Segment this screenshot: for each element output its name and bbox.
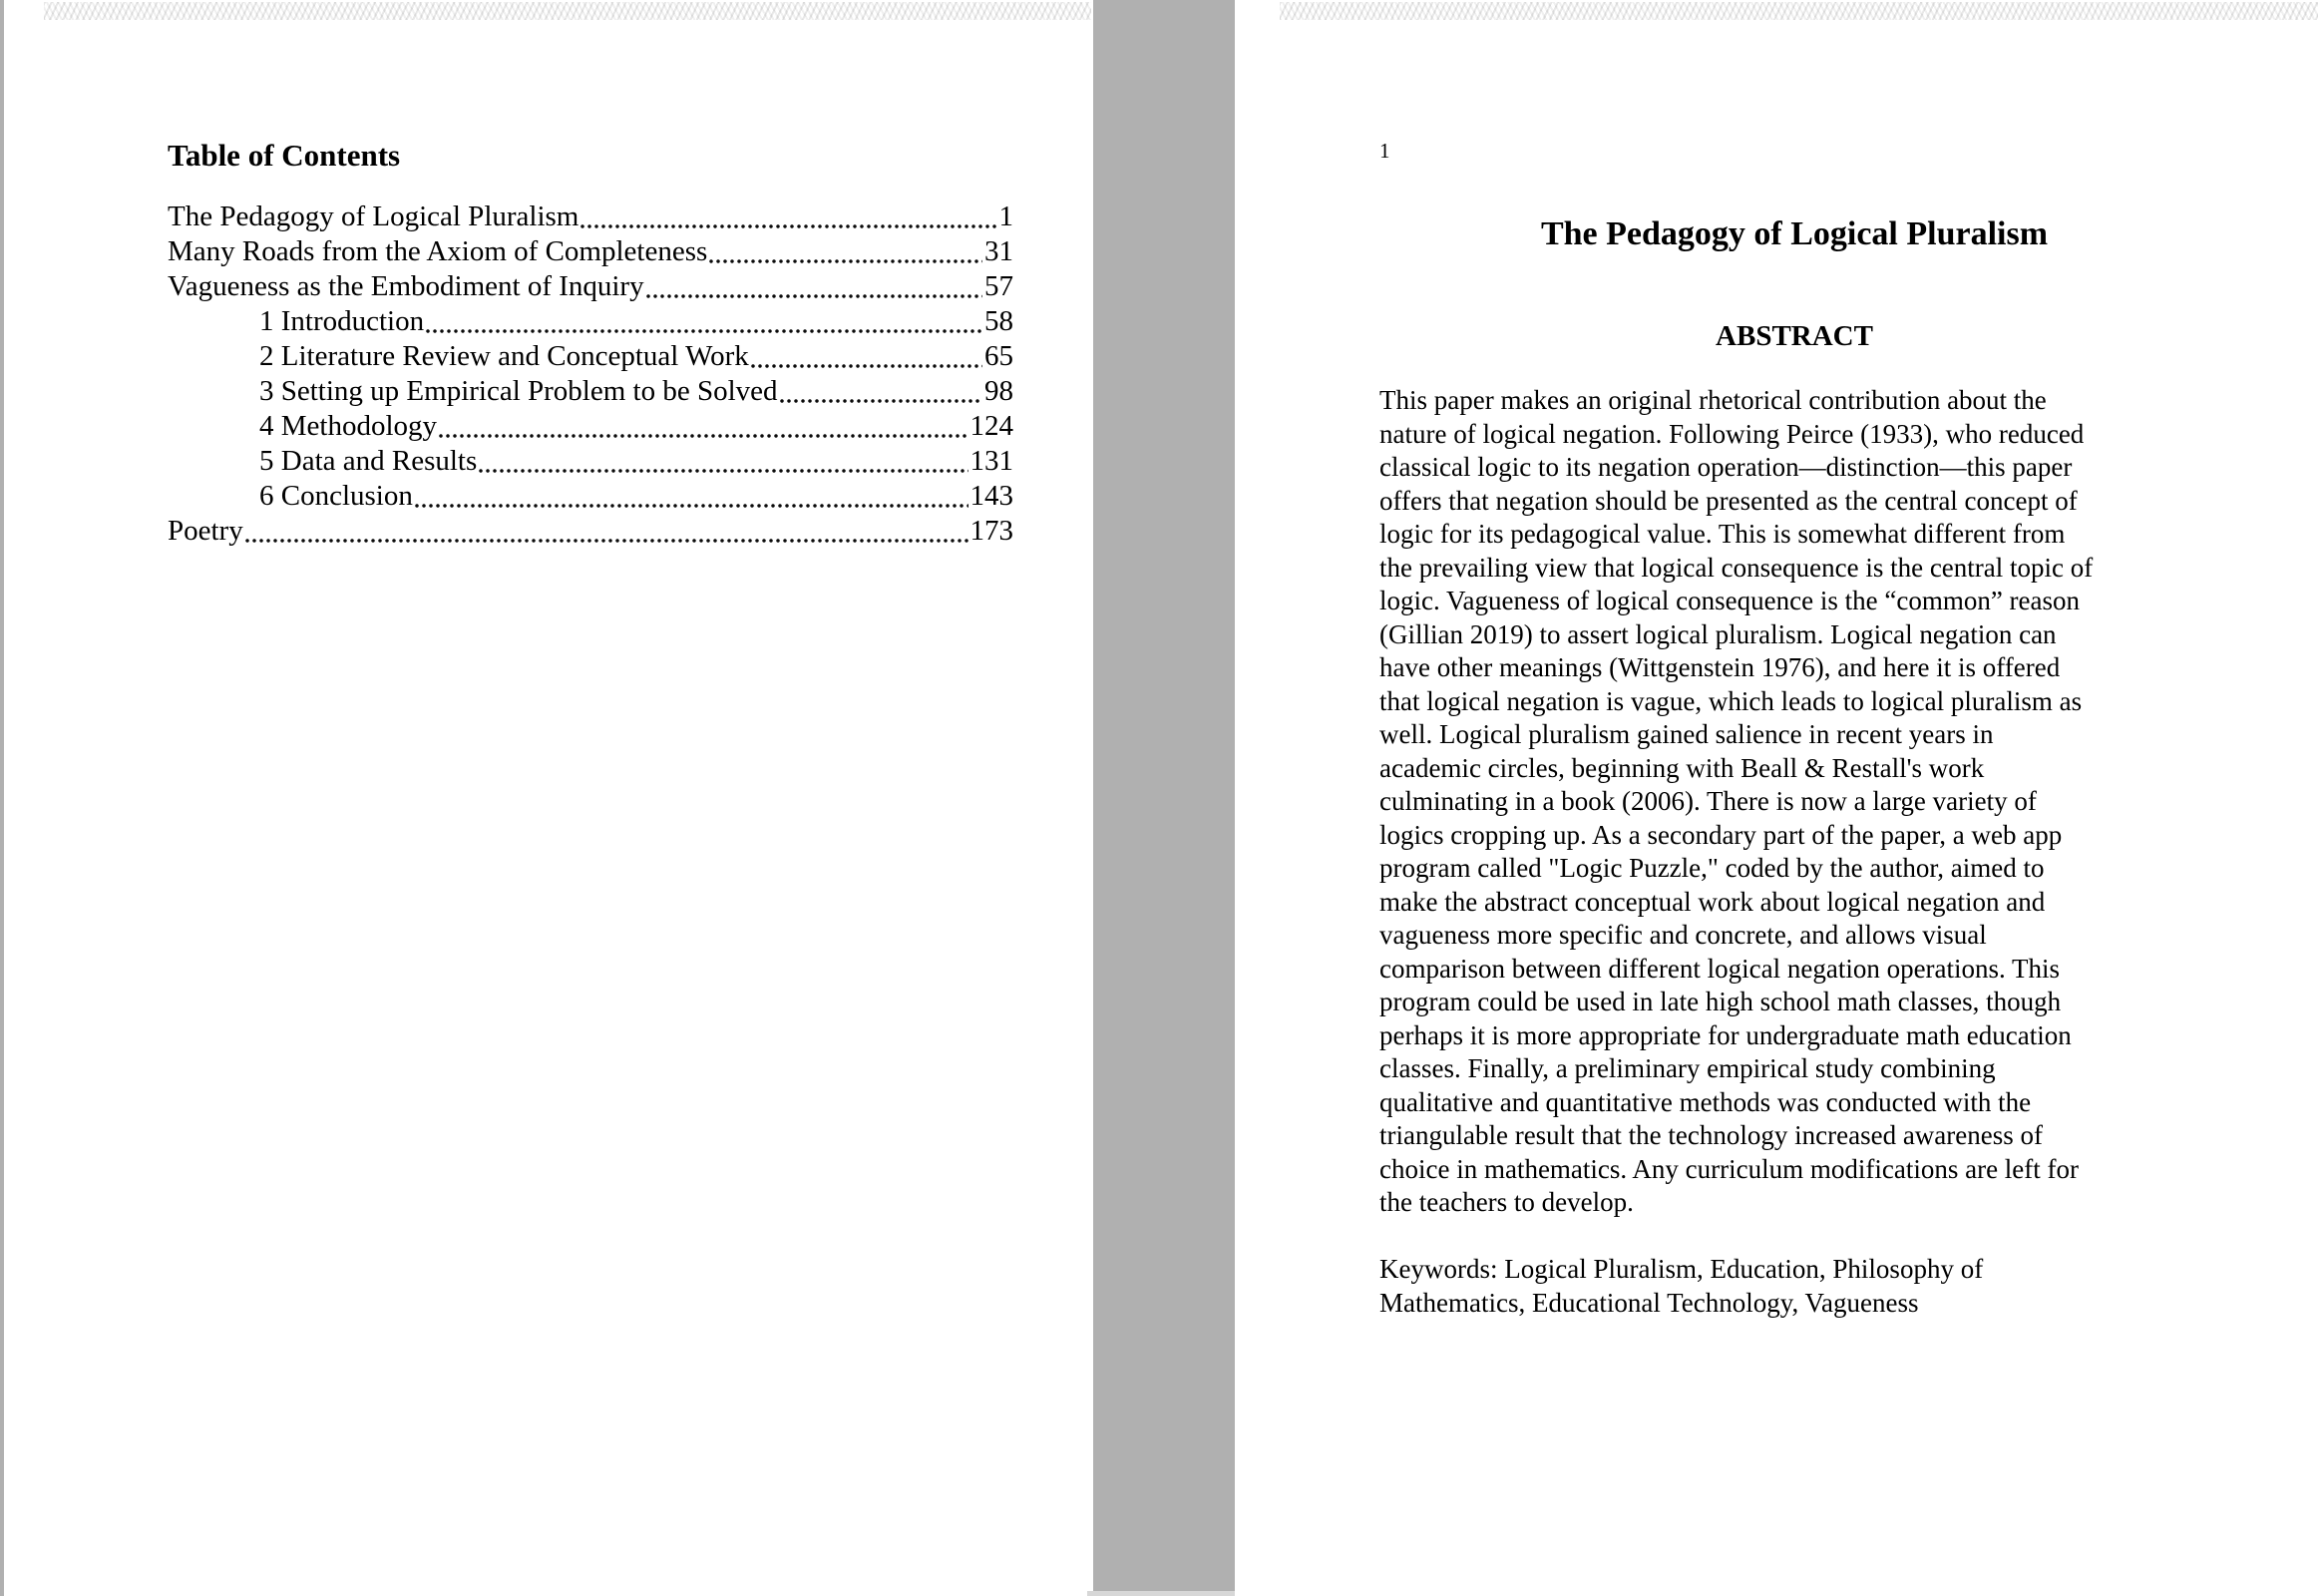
abstract-line: logic for its pedagogical value. This is somewhat different from	[1379, 519, 2066, 549]
abstract-line: vagueness more specific and concrete, and allows visual	[1379, 920, 1987, 950]
abstract-line: well. Logical pluralism gained salience in recent years in	[1379, 719, 1994, 749]
toc-entry-label: 2 Literature Review and Conceptual Work	[259, 340, 749, 372]
previous-page-cutoff-strip	[44, 2, 1091, 20]
dot-leader	[780, 399, 982, 403]
page-number: 1	[1379, 139, 1390, 163]
toc-entry-label: The Pedagogy of Logical Pluralism	[168, 200, 580, 232]
dot-leader	[415, 504, 968, 508]
toc-entry[interactable]	[168, 374, 1013, 409]
toc-entry-label: Poetry	[168, 515, 243, 547]
toc-entry-label: 1 Introduction	[259, 305, 425, 337]
abstract-line: academic circles, beginning with Beall & Restall's work	[1379, 752, 1985, 783]
abstract-line: qualitative and quantitative methods was conducted with the	[1379, 1086, 2032, 1117]
keywords-line: Mathematics, Educational Technology, Vagueness	[1379, 1287, 1919, 1318]
toc-entry-page: 131	[969, 445, 1013, 477]
abstract-line: make the abstract conceptual work about logical negation and	[1379, 886, 2046, 917]
dot-leader	[426, 329, 982, 333]
toc-entry-label: 5 Data and Results	[259, 445, 478, 477]
toc-entry-page: 1	[998, 200, 1013, 232]
abstract-line: nature of logical negation. Following Peirce (1933), who reduced	[1379, 418, 2085, 449]
toc-entry-page: 124	[969, 410, 1013, 442]
abstract-line: This paper makes an original rhetorical contribution about the	[1379, 385, 2047, 415]
abstract-line: comparison between different logical negation operations. This	[1379, 953, 2061, 984]
toc-entry-label: 4 Methodology	[259, 410, 438, 442]
toc-entry-page: 58	[984, 305, 1013, 337]
toc-entry[interactable]	[168, 234, 1013, 269]
abstract-line: program could be used in late high school math classes, though	[1379, 987, 2062, 1016]
abstract-paragraph	[1379, 384, 2209, 1220]
dot-leader	[580, 224, 996, 228]
abstract-line: perhaps it is more appropriate for undergraduate math education	[1379, 1019, 2072, 1050]
dot-leader	[709, 259, 982, 263]
toc-entry-label: Vagueness as the Embodiment of Inquiry	[168, 270, 644, 302]
toc-entry-page: 65	[984, 340, 1013, 372]
toc-entry-page: 31	[984, 235, 1013, 267]
toc-heading: Table of Contents	[168, 138, 401, 173]
toc-entry[interactable]	[168, 304, 1013, 339]
toc-entry-label: 6 Conclusion	[259, 480, 413, 512]
previous-page-cutoff-strip	[1280, 2, 2318, 20]
abstract-line: (Gillian 2019) to assert logical pluralism. Logical negation can	[1379, 618, 2057, 649]
toc-entry[interactable]	[168, 269, 1013, 304]
abstract-line: choice in mathematics. Any curriculum modifications are left for	[1379, 1153, 2080, 1184]
page-table-of-contents[interactable]	[4, 0, 1093, 1596]
abstract-heading: ABSTRACT	[1716, 320, 1873, 352]
keywords-paragraph	[1379, 1253, 2209, 1320]
paper-title: The Pedagogy of Logical Pluralism	[1540, 215, 2049, 252]
abstract-line: logics cropping up. As a secondary part of the paper, a web app	[1379, 819, 2063, 850]
abstract-line: classical logic to its negation operation—distinction—this paper	[1379, 452, 2073, 482]
page-gutter	[1093, 0, 1235, 1591]
abstract-line: classes. Finally, a preliminary empirical study combining	[1379, 1053, 1996, 1083]
page-paper-first-page[interactable]	[1235, 0, 2318, 1596]
toc-entry-page: 57	[984, 270, 1013, 302]
dot-leader	[439, 434, 967, 438]
abstract-line: triangulable result that the technology increased awareness of	[1379, 1120, 2043, 1150]
abstract-line: culminating in a book (2006). There is now a large variety of	[1379, 786, 2037, 816]
toc-entry[interactable]	[168, 479, 1013, 514]
toc-entry-page: 143	[969, 480, 1013, 512]
abstract-line: program called "Logic Puzzle," coded by the author, aimed to	[1379, 853, 2045, 883]
toc-entry[interactable]	[168, 444, 1013, 479]
abstract-line: that logical negation is vague, which leads to logical pluralism as	[1379, 685, 2083, 716]
toc-entry[interactable]	[168, 514, 1013, 549]
dot-leader	[751, 364, 982, 368]
toc-entry[interactable]	[168, 200, 1013, 234]
toc-entry[interactable]	[168, 409, 1013, 444]
dot-leader	[646, 294, 982, 298]
toc-entry[interactable]	[168, 339, 1013, 374]
toc-entry-page: 98	[984, 375, 1013, 407]
toc-entry-page: 173	[969, 515, 1013, 547]
toc-entry-label: Many Roads from the Axiom of Completeness	[168, 235, 708, 267]
abstract-line: the prevailing view that logical consequence is the central topic of	[1379, 552, 2094, 583]
toc-list	[168, 200, 1013, 549]
toc-entry-label: 3 Setting up Empirical Problem to be Solved	[259, 375, 778, 407]
dot-leader	[245, 539, 968, 543]
keywords-line: Keywords: Logical Pluralism, Education, Philosophy of	[1379, 1254, 1984, 1284]
abstract-line: the teachers to develop.	[1379, 1187, 1634, 1217]
abstract-line: logic. Vagueness of logical consequence is the “common” reason	[1379, 586, 2081, 615]
abstract-line: offers that negation should be presented as the central concept of	[1379, 485, 2078, 516]
gutter-bottom-edge	[1087, 1591, 1243, 1596]
dot-leader	[479, 469, 967, 473]
abstract-line: have other meanings (Wittgenstein 1976), and here it is offered	[1379, 652, 2061, 682]
